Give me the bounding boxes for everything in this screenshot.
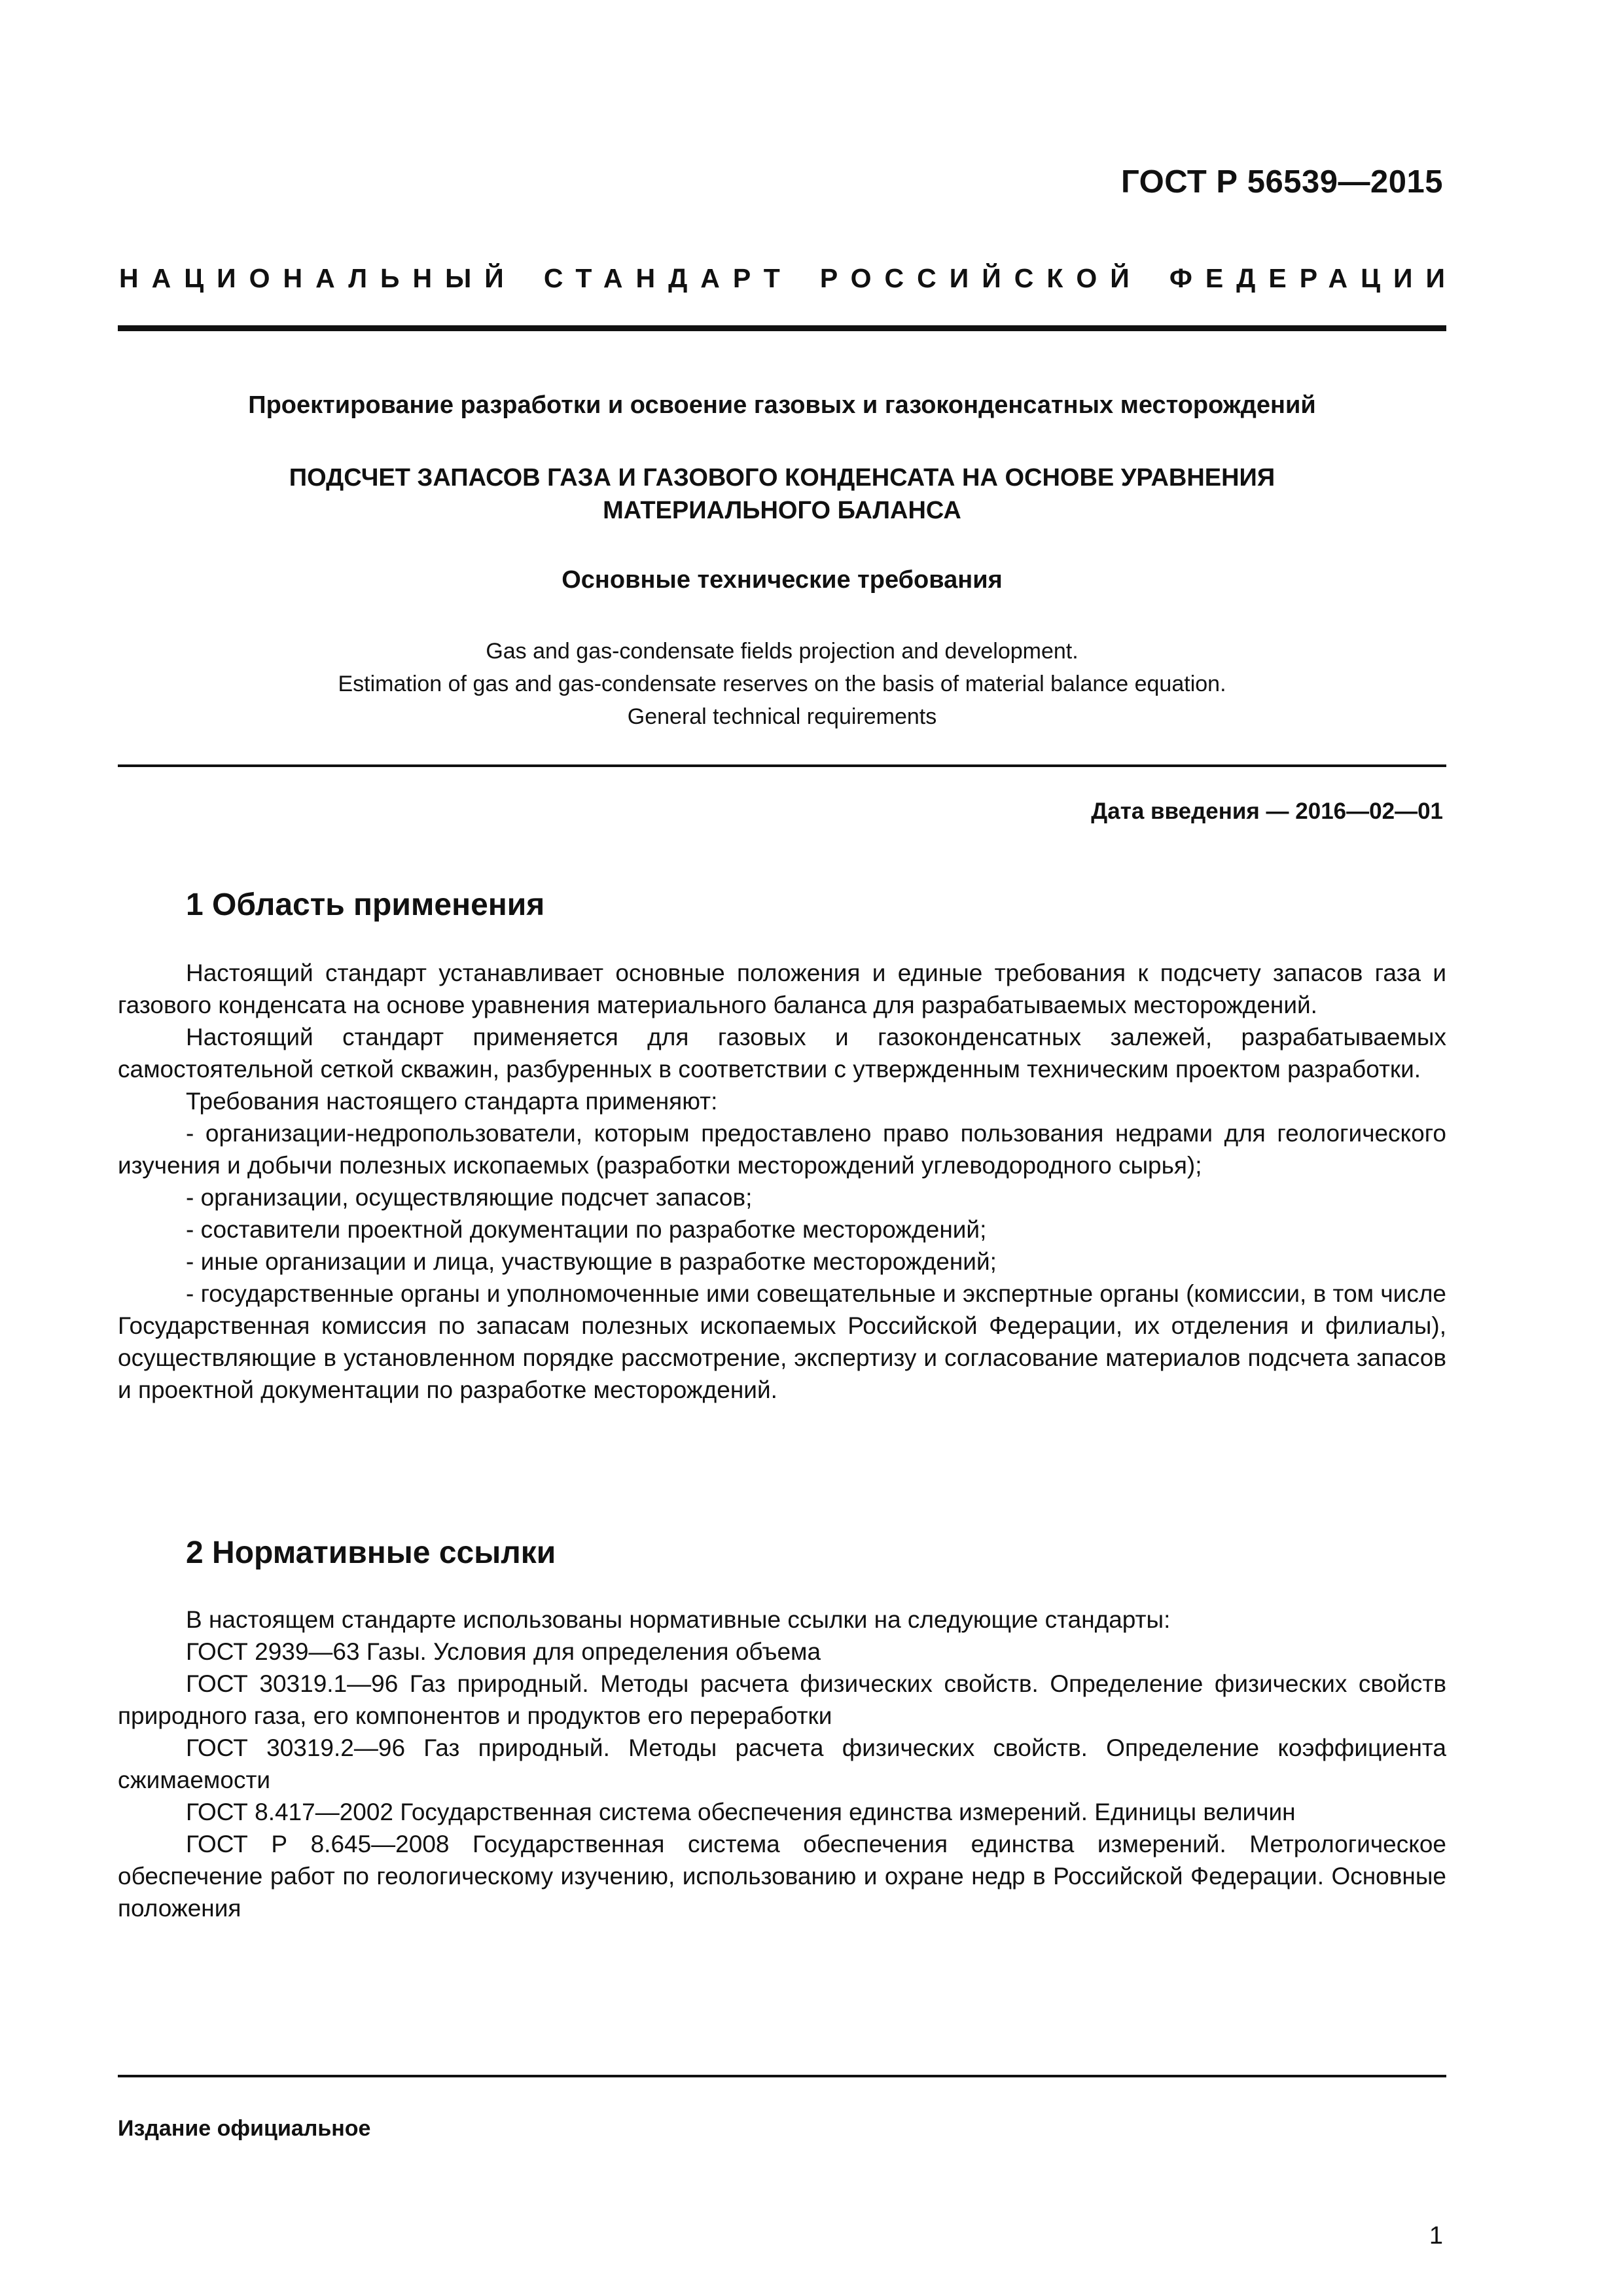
tech-requirements-title: Основные технические требования <box>562 566 1003 594</box>
list-item: - организации, осуществляющие подсчет запасов; <box>186 1184 753 1211</box>
list-item: - составители проектной документации по разработке месторождений; <box>186 1216 987 1243</box>
english-line: Estimation of gas and gas-condensate reserves on the basis of material balance equation. <box>338 672 1226 696</box>
section-1-body <box>118 957 1446 1406</box>
section-2-body <box>118 1604 1446 1924</box>
gost-code: ГОСТ Р 56539—2015 <box>1120 164 1443 200</box>
intro-date: Дата введения — 2016—02—01 <box>1091 798 1443 824</box>
page-number: 1 <box>1429 2222 1443 2250</box>
national-standard-banner <box>119 263 1458 294</box>
paragraph: Настоящий стандарт применяется для газовых и газоконденсатных залежей, разрабатываемых самостоятельной сеткой скважин, разбуренных в соответствии с утвержденным техническим проектом разработки. <box>118 1024 1446 1083</box>
list-item: - государственные органы и уполномоченные ими совещательные и экспертные органы (комиссии, в том числе Государственная комиссия по запасам полезных ископаемых Российской Федерации, их отделения и филиалы), осуществляющие в установленном порядке рассмотрение, экспертизу и согласование материалов подсчета запасов и проектной документации по разработке месторождений. <box>118 1280 1446 1403</box>
english-line: General technical requirements <box>627 704 937 729</box>
english-line: Gas and gas-condensate fields projection and development. <box>486 639 1079 664</box>
title-divider <box>118 764 1446 767</box>
list-item: - иные организации и лица, участвующие в разработке месторождений; <box>186 1248 997 1275</box>
section-1-heading: 1 Область применения <box>186 888 545 922</box>
header-divider <box>118 325 1446 331</box>
section-2-heading: 2 Нормативные ссылки <box>186 1535 556 1570</box>
edition-label: Издание официальное <box>118 2116 371 2141</box>
reference-item: ГОСТ Р 8.645—2008 Государственная система обеспечения единства измерений. Метрологическое обеспечение работ по геологическому изучению, использованию и охране недр в Российской Федерации. Основные положения <box>118 1831 1446 1922</box>
paragraph: В настоящем стандарте использованы нормативные ссылки на следующие стандарты: <box>186 1606 1171 1633</box>
english-title <box>118 635 1446 733</box>
document-subtitle: Проектирование разработки и освоение газовых и газоконденсатных месторождений <box>248 391 1316 419</box>
title-line: ПОДСЧЕТ ЗАПАСОВ ГАЗА И ГАЗОВОГО КОНДЕНСАТА НА ОСНОВЕ УРАВНЕНИЯ <box>289 464 1275 492</box>
banner-word: РОССИЙСКОЙ <box>819 263 1143 293</box>
footer-divider <box>118 2075 1446 2077</box>
reference-item: ГОСТ 30319.1—96 Газ природный. Методы расчета физических свойств. Определение физических свойств природного газа, его компонентов и продуктов его переработки <box>118 1670 1446 1729</box>
title-line: МАТЕРИАЛЬНОГО БАЛАНСА <box>603 497 961 524</box>
reference-item: ГОСТ 30319.2—96 Газ природный. Методы расчета физических свойств. Определение коэффициента сжимаемости <box>118 1734 1446 1793</box>
paragraph: Настоящий стандарт устанавливает основные положения и единые требования к подсчету запасов газа и газового конденсата на основе уравнения материального баланса для разрабатываемых месторождений. <box>118 960 1446 1018</box>
banner-word: ФЕДЕРАЦИИ <box>1169 263 1458 293</box>
banner-word: НАЦИОНАЛЬНЫЙ <box>119 263 517 293</box>
reference-item: ГОСТ 8.417—2002 Государственная система обеспечения единства измерений. Единицы величин <box>186 1799 1296 1825</box>
reference-item: ГОСТ 2939—63 Газы. Условия для определения объема <box>186 1638 821 1665</box>
banner-word: СТАНДАРТ <box>543 263 793 293</box>
document-title <box>118 461 1446 527</box>
paragraph: Требования настоящего стандарта применяют: <box>186 1088 718 1115</box>
list-item: - организации-недропользователи, которым предоставлено право пользования недрами для геологического изучения и добычи полезных ископаемых (разработки месторождений углеводородного сырья); <box>118 1120 1446 1179</box>
